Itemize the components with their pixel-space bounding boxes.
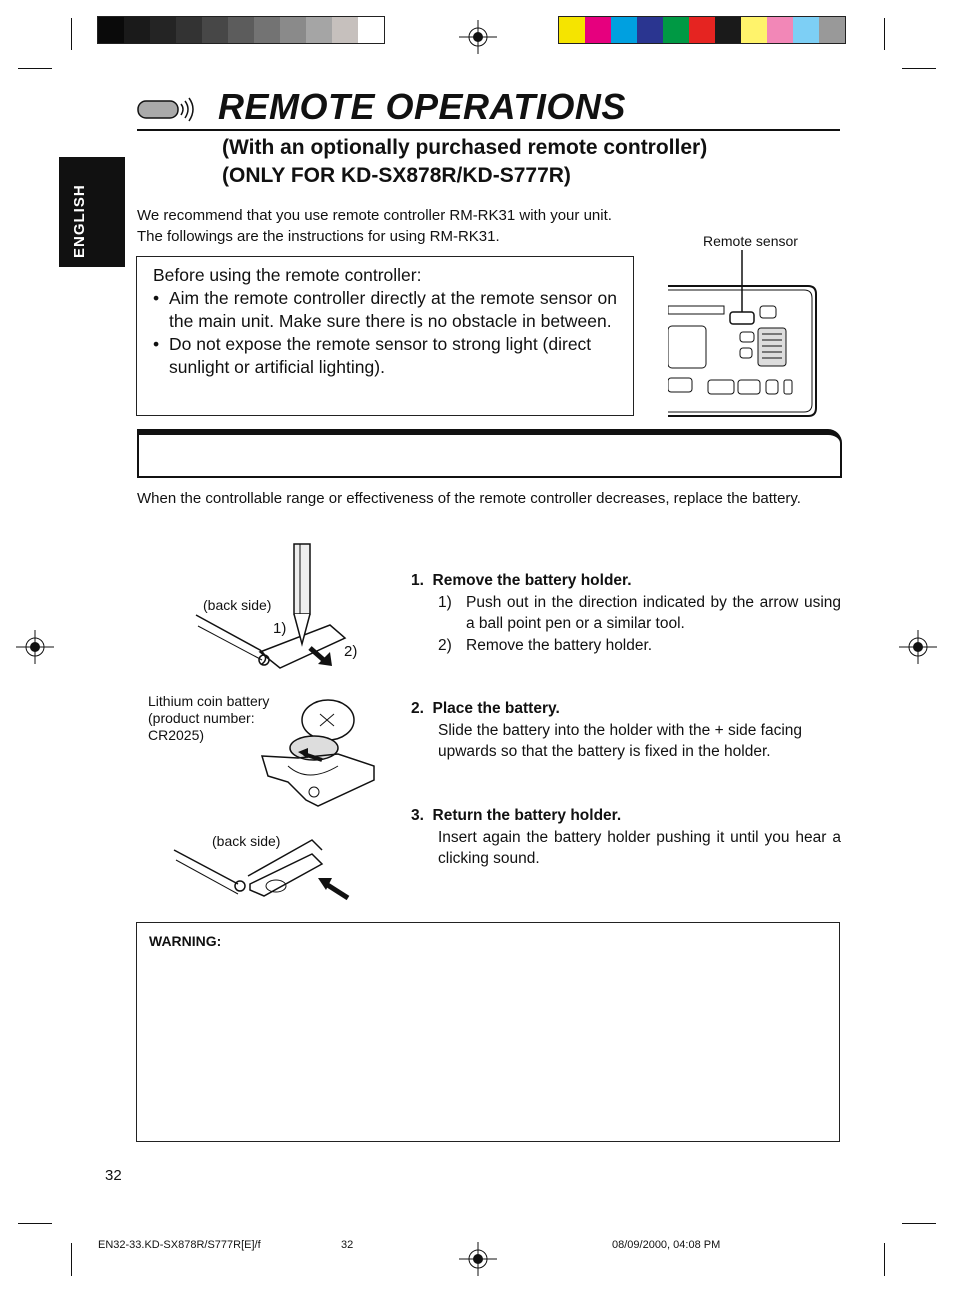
color-swatch [332, 17, 358, 43]
color-swatch [150, 17, 176, 43]
step-2-title: 2. Place the battery. [411, 700, 560, 717]
step-3-title: 3. Return the battery holder. [411, 807, 622, 824]
notice-bullet-text: Do not expose the remote sensor to strong light (direct sunlight or artificial lighting). [169, 334, 592, 377]
crop-mark [18, 68, 52, 69]
crop-mark [18, 1223, 52, 1224]
battery-label [148, 693, 269, 744]
color-swatch [176, 17, 202, 43]
crop-mark [902, 1223, 936, 1224]
color-swatch [559, 17, 585, 43]
step-1 [411, 570, 841, 656]
step-1-sub-a-text: Push out in the direction indicated by the arrow using a ball point pen or a similar tool. [466, 593, 841, 632]
insert-holder-illustration [172, 810, 356, 920]
registration-mark-icon [459, 1242, 497, 1276]
battery-holder-illustration [258, 696, 382, 812]
step-1-sub-a-num: 1) [438, 593, 452, 611]
step-1-sub-a [411, 592, 841, 635]
arrow-label-2: 2) [344, 643, 358, 660]
title-rule [137, 129, 840, 131]
step-2 [411, 698, 841, 763]
registration-mark-icon [459, 20, 497, 54]
notice-heading: Before using the remote controller: [153, 265, 422, 285]
remote-sensor-label: Remote sensor [703, 233, 798, 249]
back-side-label: (back side) [212, 833, 281, 849]
page-number: 32 [105, 1167, 122, 1184]
color-swatch [585, 17, 611, 43]
color-swatch [663, 17, 689, 43]
section-header-bar [137, 429, 842, 478]
intro-text [137, 205, 737, 247]
battery-label-line: CR2025) [148, 727, 205, 743]
color-swatch [202, 17, 228, 43]
step-2-text: Slide the battery into the holder with the + side facing upwards so that the battery is fixed in the holder. [438, 721, 803, 760]
color-swatch [793, 17, 819, 43]
color-swatch [819, 17, 845, 43]
step-1-sub-b-num: 2) [438, 636, 452, 654]
warning-box [136, 922, 840, 1142]
head-unit-illustration [668, 250, 820, 418]
step-1-sub-b-text: Remove the battery holder. [466, 636, 653, 654]
subtitle-line-2: (ONLY FOR KD-SX878R/KD-S777R) [222, 164, 571, 187]
color-swatch [715, 17, 741, 43]
back-side-label: (back side) [203, 597, 272, 613]
page-subtitle [222, 134, 707, 190]
intro-line-2: The followings are the instructions for using RM-RK31. [137, 228, 500, 245]
footer-date: 08/09/2000, 04:08 PM [612, 1239, 721, 1251]
color-swatch [228, 17, 254, 43]
intro-line-1: We recommend that you use remote controller RM-RK31 with your unit. [137, 207, 612, 224]
registration-mark-icon [899, 630, 937, 664]
arrow-label-1: 1) [273, 620, 287, 637]
color-swatch [124, 17, 150, 43]
color-swatch [611, 17, 637, 43]
notice-bullet [153, 287, 617, 333]
color-swatch [254, 17, 280, 43]
crop-mark [884, 18, 885, 50]
battery-label-line: (product number: [148, 710, 255, 726]
color-swatch [741, 17, 767, 43]
step-1-title: 1. Remove the battery holder. [411, 572, 632, 589]
color-swatch [637, 17, 663, 43]
color-swatch [280, 17, 306, 43]
color-swatch [98, 17, 124, 43]
warning-heading: WARNING: [149, 933, 222, 949]
color-swatch-bar [558, 16, 846, 44]
battery-label-line: Lithium coin battery [148, 693, 270, 709]
remote-control-icon [137, 97, 197, 123]
color-swatch [767, 17, 793, 43]
footer-page: 32 [341, 1239, 354, 1251]
language-tab-label: ENGLISH [71, 184, 88, 258]
language-tab [59, 157, 125, 267]
crop-mark [884, 1243, 885, 1276]
notice-bullet-text: Aim the remote controller directly at the remote sensor on the main unit. Make sure there is no obstacle in between. [169, 288, 617, 331]
step-3 [411, 805, 841, 870]
subtitle-line-1: (With an optionally purchased remote controller) [222, 136, 708, 159]
notice-bullet [153, 333, 617, 379]
crop-mark [71, 1243, 72, 1276]
color-swatch [689, 17, 715, 43]
step-3-text: Insert again the battery holder pushing it until you hear a clicking sound. [438, 828, 841, 867]
footer-file: EN32-33.KD-SX878R/S777R[E]/f [98, 1239, 261, 1251]
crop-mark [902, 68, 936, 69]
color-swatch [358, 17, 384, 43]
replace-battery-text: When the controllable range or effectiveness of the remote controller decreases, replace the battery. [137, 490, 801, 507]
registration-mark-icon [16, 630, 54, 664]
page-title: REMOTE OPERATIONS [218, 86, 626, 127]
gray-swatch-bar [97, 16, 385, 44]
notice-box [136, 256, 634, 416]
color-swatch [306, 17, 332, 43]
step-1-sub-b [411, 635, 841, 657]
crop-mark [71, 18, 72, 50]
